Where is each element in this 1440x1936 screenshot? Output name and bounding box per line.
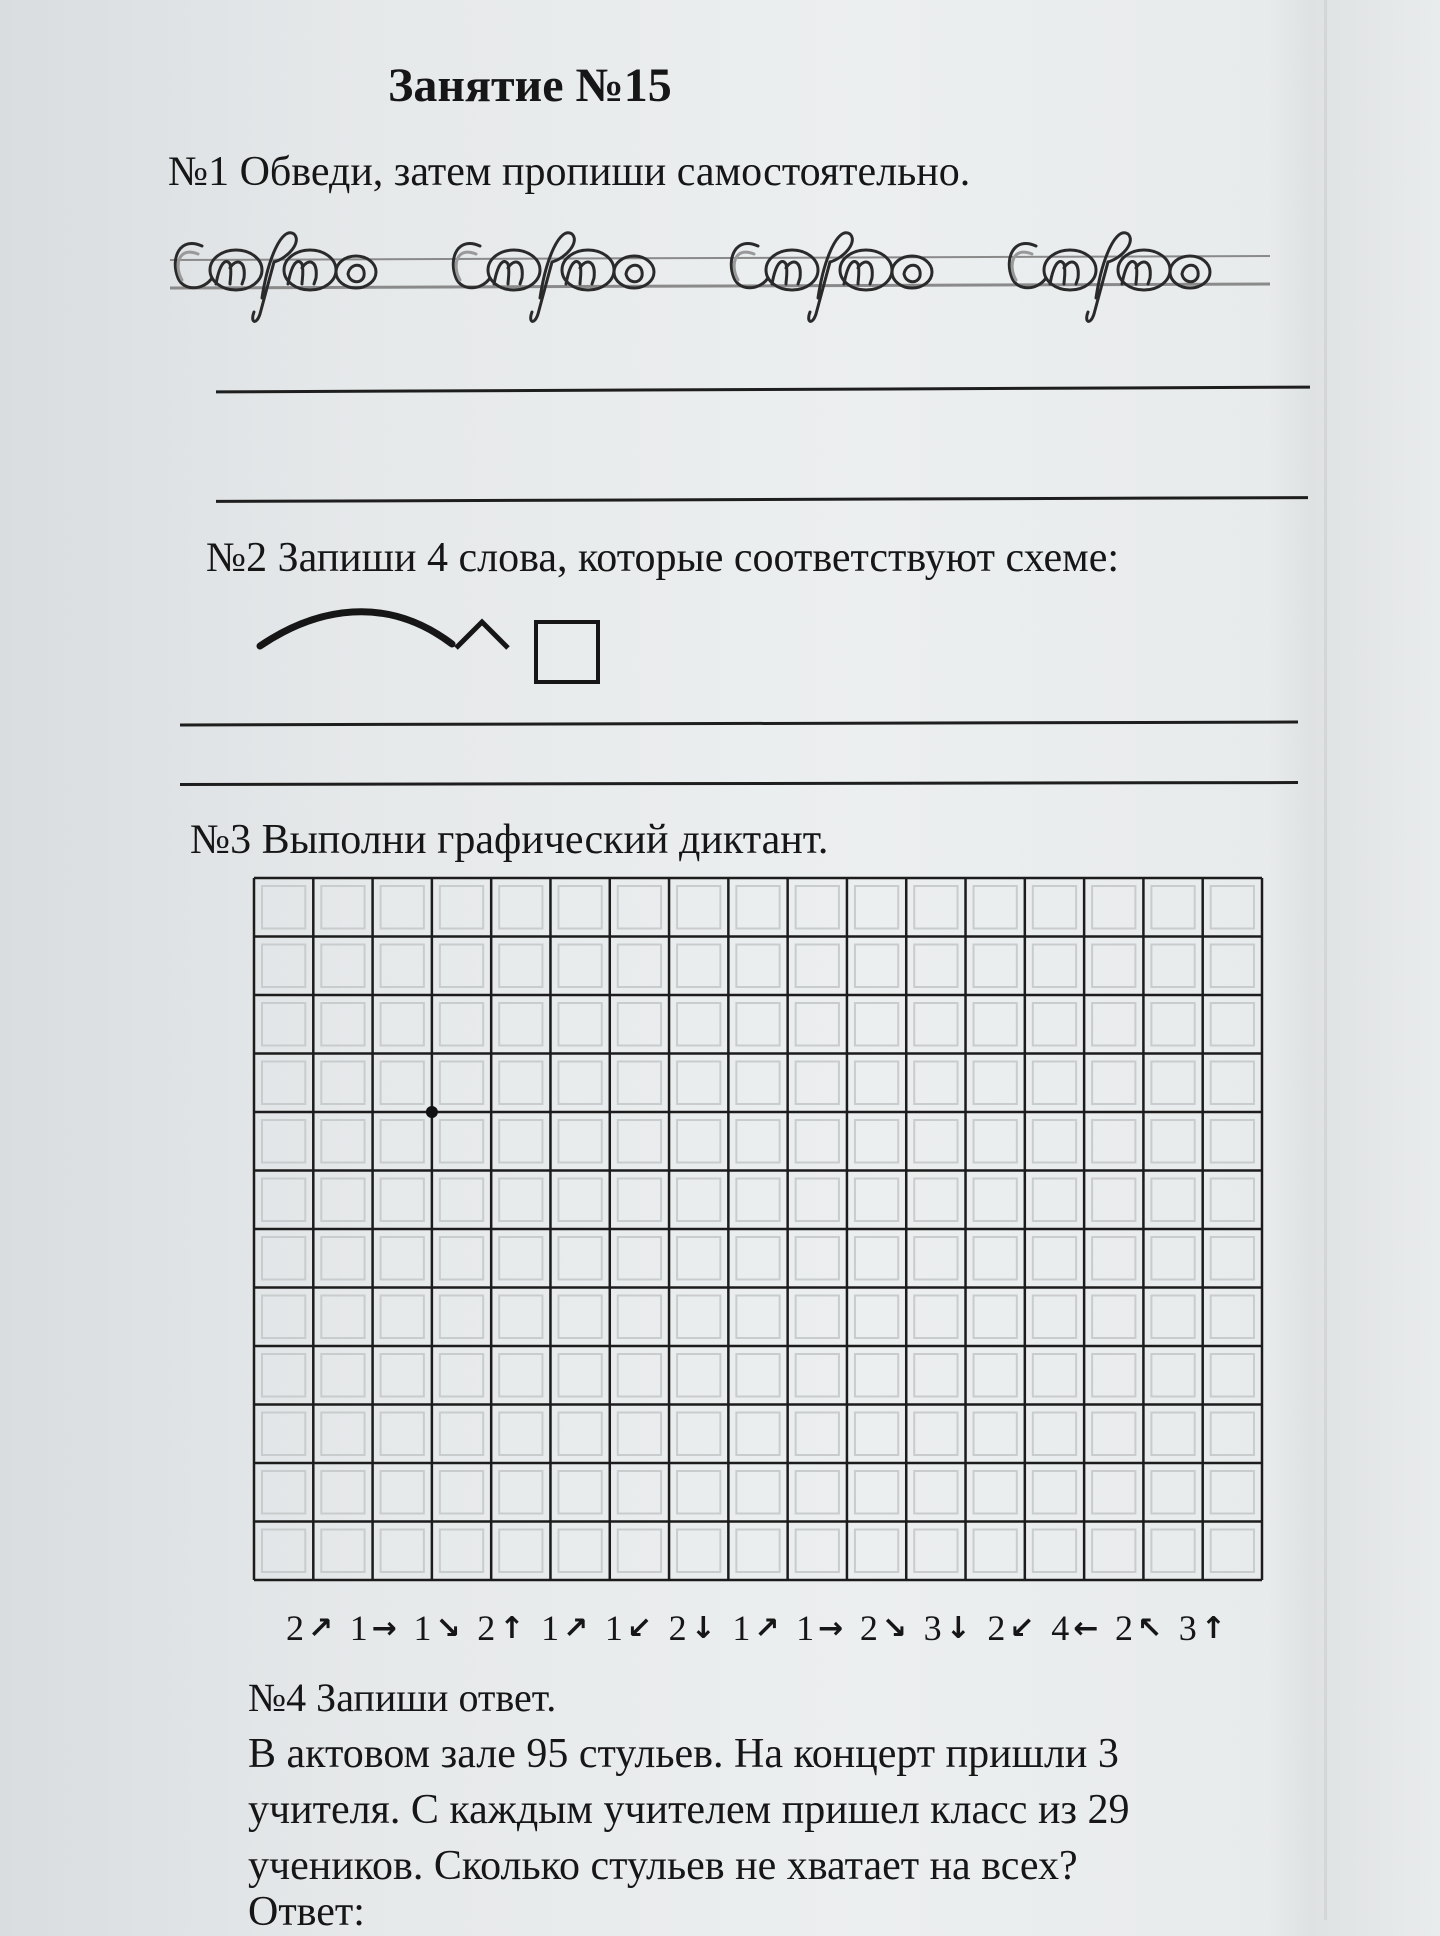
grid-cell[interactable] xyxy=(677,1354,720,1397)
grid-cell[interactable] xyxy=(677,886,720,929)
grid-cell[interactable] xyxy=(677,1237,720,1280)
grid-cell[interactable] xyxy=(736,1003,779,1046)
grid-cell[interactable] xyxy=(736,1413,779,1456)
grid-cell[interactable] xyxy=(736,886,779,929)
grid-cell[interactable] xyxy=(796,1530,839,1573)
direction-arrow-icon: ↘ xyxy=(435,1610,461,1646)
grid-cell[interactable] xyxy=(1211,1296,1254,1339)
step-count: 3 xyxy=(1178,1608,1197,1648)
dictation-step xyxy=(286,1607,333,1649)
grid-cell[interactable] xyxy=(796,945,839,988)
grid-cell[interactable] xyxy=(1033,1179,1076,1222)
grid-cell[interactable] xyxy=(1033,1413,1076,1456)
grid-cell[interactable] xyxy=(974,1296,1017,1339)
grid-cell[interactable] xyxy=(499,1471,542,1514)
grid-cell[interactable] xyxy=(499,1120,542,1163)
grid-cell[interactable] xyxy=(381,886,424,929)
grid-cell[interactable] xyxy=(677,1179,720,1222)
direction-arrow-icon: → xyxy=(371,1610,397,1646)
dictation-step xyxy=(541,1607,588,1649)
direction-arrow-icon: ↓ xyxy=(945,1610,971,1646)
direction-arrow-icon: ↓ xyxy=(690,1610,716,1646)
grid-cell[interactable] xyxy=(796,1179,839,1222)
dictation-step xyxy=(796,1607,843,1649)
grid-cell[interactable] xyxy=(736,1296,779,1339)
grid-cell[interactable] xyxy=(1092,1354,1135,1397)
grid-cell[interactable] xyxy=(558,945,601,988)
grid-cell[interactable] xyxy=(321,1179,364,1222)
grid-cell[interactable] xyxy=(321,1237,364,1280)
grid-cell[interactable] xyxy=(677,1413,720,1456)
grid-cell[interactable] xyxy=(381,1530,424,1573)
grid-cell[interactable] xyxy=(736,945,779,988)
grid-cell[interactable] xyxy=(381,1003,424,1046)
answer-line-2[interactable] xyxy=(180,781,1298,786)
step-count: 3 xyxy=(923,1608,942,1648)
step-count: 2 xyxy=(859,1608,878,1648)
grid-cell[interactable] xyxy=(855,945,898,988)
direction-arrow-icon: ↙ xyxy=(1009,1610,1035,1646)
grid-cell[interactable] xyxy=(321,1120,364,1163)
grid-cell[interactable] xyxy=(974,1179,1017,1222)
grid-cell[interactable] xyxy=(1211,1413,1254,1456)
grid-cell[interactable] xyxy=(677,1003,720,1046)
grid-cell[interactable] xyxy=(618,1413,661,1456)
grid-cell[interactable] xyxy=(796,1471,839,1514)
grid-cell[interactable] xyxy=(381,1120,424,1163)
grid-cell[interactable] xyxy=(736,1179,779,1222)
grid-cell[interactable] xyxy=(262,1471,305,1514)
grid-cell[interactable] xyxy=(1033,1237,1076,1280)
task-2-heading: №2 Запиши 4 слова, которые соответствуют схеме: xyxy=(206,535,1120,581)
grid-cell[interactable] xyxy=(440,1179,483,1222)
grid-cell[interactable] xyxy=(262,1413,305,1456)
grid-cell[interactable] xyxy=(499,1530,542,1573)
grid-cell[interactable] xyxy=(440,1354,483,1397)
step-count: 2 xyxy=(668,1608,687,1648)
grid-cell[interactable] xyxy=(558,1179,601,1222)
grid-cell[interactable] xyxy=(914,1179,957,1222)
grid-cell[interactable] xyxy=(1033,1003,1076,1046)
grid-cell[interactable] xyxy=(558,1413,601,1456)
grid-cell[interactable] xyxy=(1151,886,1194,929)
grid-cell[interactable] xyxy=(736,1354,779,1397)
grid-cell[interactable] xyxy=(381,1354,424,1397)
grid-cell[interactable] xyxy=(855,1471,898,1514)
grid-cell[interactable] xyxy=(618,1237,661,1280)
dictation-step xyxy=(350,1607,397,1649)
grid-cell[interactable] xyxy=(440,945,483,988)
grid-cell[interactable] xyxy=(1033,1120,1076,1163)
grid-cell[interactable] xyxy=(1092,886,1135,929)
writing-line-2[interactable] xyxy=(216,496,1308,503)
dictation-step xyxy=(669,1607,716,1649)
grid-cell[interactable] xyxy=(974,1120,1017,1163)
answer-label: Ответ: xyxy=(248,1889,365,1935)
grid-cell[interactable] xyxy=(1211,1354,1254,1397)
grid-cell[interactable] xyxy=(736,1471,779,1514)
grid-cell[interactable] xyxy=(1092,1003,1135,1046)
dictation-step xyxy=(860,1607,907,1649)
grid-cell[interactable] xyxy=(736,1530,779,1573)
step-count: 2 xyxy=(1114,1608,1133,1648)
dictation-step xyxy=(477,1607,524,1649)
grid-cell[interactable] xyxy=(381,1237,424,1280)
dictation-step xyxy=(732,1607,779,1649)
grid-cell[interactable] xyxy=(736,1120,779,1163)
grid-cell[interactable] xyxy=(1151,1296,1194,1339)
grid-cell[interactable] xyxy=(1151,1471,1194,1514)
grid-cell[interactable] xyxy=(796,1062,839,1105)
grid-cell[interactable] xyxy=(1092,1296,1135,1339)
dictation-step xyxy=(605,1607,652,1649)
step-count: 2 xyxy=(286,1608,304,1648)
grid-cell[interactable] xyxy=(381,1062,424,1105)
grid-cell[interactable] xyxy=(499,1354,542,1397)
grid-cell[interactable] xyxy=(558,1003,601,1046)
direction-arrow-icon: ↘ xyxy=(881,1610,908,1646)
grid-cell[interactable] xyxy=(914,1413,957,1456)
grid-cell[interactable] xyxy=(855,886,898,929)
grid-cell[interactable] xyxy=(1092,1413,1135,1456)
grid-cell[interactable] xyxy=(321,1530,364,1573)
grid-cell[interactable] xyxy=(796,1296,839,1339)
grid-cell[interactable] xyxy=(914,1354,957,1397)
grid-cell[interactable] xyxy=(558,1471,601,1514)
grid-cell[interactable] xyxy=(321,1354,364,1397)
step-count: 1 xyxy=(413,1608,432,1648)
grid-cell[interactable] xyxy=(440,1296,483,1339)
grid-cell[interactable] xyxy=(855,1179,898,1222)
step-count: 2 xyxy=(987,1608,1006,1648)
grid-cell[interactable] xyxy=(974,1062,1017,1105)
grid-cell[interactable] xyxy=(321,1471,364,1514)
grid-cell[interactable] xyxy=(796,886,839,929)
grid-cell[interactable] xyxy=(855,1120,898,1163)
grid-cell[interactable] xyxy=(677,945,720,988)
tracing-pattern xyxy=(170,218,1280,328)
direction-arrow-icon: ↑ xyxy=(1200,1610,1226,1646)
grid-cell[interactable] xyxy=(440,1471,483,1514)
grid-cell[interactable] xyxy=(381,1296,424,1339)
grid-cell[interactable] xyxy=(558,1296,601,1339)
grid-cell[interactable] xyxy=(1092,945,1135,988)
step-count: 1 xyxy=(349,1608,368,1648)
grid-cell[interactable] xyxy=(1211,945,1254,988)
grid-cell[interactable] xyxy=(796,1413,839,1456)
grid-cell[interactable] xyxy=(914,1237,957,1280)
grid-cell[interactable] xyxy=(440,1062,483,1105)
grid-cell[interactable] xyxy=(974,945,1017,988)
task-3-heading: №3 Выполни графический диктант. xyxy=(190,817,829,863)
grid-cell[interactable] xyxy=(855,1237,898,1280)
grid-cell[interactable] xyxy=(1211,1179,1254,1222)
grid-cell[interactable] xyxy=(855,1296,898,1339)
grid-cell[interactable] xyxy=(262,1530,305,1573)
grid-cell[interactable] xyxy=(499,1062,542,1105)
grid-cell[interactable] xyxy=(974,1237,1017,1280)
grid-cell[interactable] xyxy=(499,886,542,929)
grid-cell[interactable] xyxy=(499,945,542,988)
direction-arrow-icon: ↖ xyxy=(1136,1610,1163,1646)
problem-line-1: В актовом зале 95 стульев. На концерт пришли 3 xyxy=(248,1731,1119,1777)
direction-arrow-icon: ↗ xyxy=(563,1610,589,1646)
direction-arrow-icon: → xyxy=(818,1610,844,1646)
grid-cell[interactable] xyxy=(262,945,305,988)
grid-cell[interactable] xyxy=(262,1237,305,1280)
grid-cell[interactable] xyxy=(558,1120,601,1163)
grid-cell[interactable] xyxy=(321,945,364,988)
grid-cell[interactable] xyxy=(1033,1062,1076,1105)
step-count: 2 xyxy=(477,1608,496,1648)
grid-cell[interactable] xyxy=(1211,1120,1254,1163)
step-count: 1 xyxy=(732,1608,751,1648)
grid-cell[interactable] xyxy=(440,1237,483,1280)
grid-cell[interactable] xyxy=(618,945,661,988)
step-count: 1 xyxy=(541,1608,560,1648)
grid-cell[interactable] xyxy=(262,1179,305,1222)
grid-cell[interactable] xyxy=(796,1354,839,1397)
grid-cell[interactable] xyxy=(262,1062,305,1105)
grid-cell[interactable] xyxy=(974,1003,1017,1046)
dictation-step xyxy=(414,1607,461,1649)
dictation-grid[interactable] xyxy=(252,876,1264,1582)
grid-cell[interactable] xyxy=(677,1471,720,1514)
dictation-step xyxy=(1179,1607,1226,1649)
grid-cell[interactable] xyxy=(499,1179,542,1222)
grid-cell[interactable] xyxy=(1211,1062,1254,1105)
task-4-heading: №4 Запиши ответ. xyxy=(248,1675,557,1720)
grid-cell[interactable] xyxy=(1151,1530,1194,1573)
grid-cell[interactable] xyxy=(262,1296,305,1339)
grid-cell[interactable] xyxy=(974,1354,1017,1397)
problem-line-2: учителя. С каждым учителем пришел класс из 29 xyxy=(248,1787,1130,1833)
grid-cell[interactable] xyxy=(1211,1530,1254,1573)
writing-line-1[interactable] xyxy=(216,386,1310,394)
start-point-dot xyxy=(426,1106,438,1118)
grid-cell[interactable] xyxy=(618,886,661,929)
grid-cell[interactable] xyxy=(914,1062,957,1105)
grid-cell[interactable] xyxy=(618,1471,661,1514)
step-count: 1 xyxy=(796,1608,815,1648)
grid-cell[interactable] xyxy=(974,886,1017,929)
grid-cell[interactable] xyxy=(1151,1354,1194,1397)
grid-cell[interactable] xyxy=(677,1296,720,1339)
dictation-step xyxy=(987,1607,1034,1649)
grid-cell[interactable] xyxy=(1151,1003,1194,1046)
grid-cell[interactable] xyxy=(677,1530,720,1573)
grid-cell[interactable] xyxy=(796,1003,839,1046)
grid-cell[interactable] xyxy=(855,1062,898,1105)
grid-cell[interactable] xyxy=(1151,1179,1194,1222)
grid-cell[interactable] xyxy=(440,1003,483,1046)
grid-cell[interactable] xyxy=(440,1120,483,1163)
grid-cell[interactable] xyxy=(1092,1530,1135,1573)
grid-cell[interactable] xyxy=(618,1062,661,1105)
grid-cell[interactable] xyxy=(321,1003,364,1046)
grid-cell[interactable] xyxy=(677,1062,720,1105)
grid-cell[interactable] xyxy=(1033,1354,1076,1397)
grid-cell[interactable] xyxy=(855,1354,898,1397)
direction-arrow-icon: ↑ xyxy=(499,1610,525,1646)
grid-cell[interactable] xyxy=(914,1471,957,1514)
grid-cell[interactable] xyxy=(262,1003,305,1046)
dictation-step xyxy=(1051,1607,1098,1649)
task-1-heading: №1 Обведи, затем пропиши самостоятельно. xyxy=(168,149,971,195)
grid-cell[interactable] xyxy=(321,886,364,929)
grid-cell[interactable] xyxy=(618,1120,661,1163)
grid-cell[interactable] xyxy=(499,1003,542,1046)
dictation-steps xyxy=(286,1604,1226,1652)
grid-cell[interactable] xyxy=(499,1237,542,1280)
grid-cell[interactable] xyxy=(914,1120,957,1163)
grid-cell[interactable] xyxy=(1151,1237,1194,1280)
grid-cell[interactable] xyxy=(1092,1179,1135,1222)
grid-cell[interactable] xyxy=(736,1237,779,1280)
direction-arrow-icon: ↗ xyxy=(308,1610,334,1646)
grid-cell[interactable] xyxy=(262,886,305,929)
word-scheme-icon xyxy=(256,600,616,690)
grid-cell[interactable] xyxy=(618,1354,661,1397)
grid-cell[interactable] xyxy=(1151,1062,1194,1105)
grid-cell[interactable] xyxy=(262,1120,305,1163)
grid-cell[interactable] xyxy=(381,945,424,988)
step-count: 4 xyxy=(1051,1608,1070,1648)
grid-cell[interactable] xyxy=(796,1237,839,1280)
grid-cell[interactable] xyxy=(914,1530,957,1573)
answer-line-1[interactable] xyxy=(180,721,1298,727)
grid-cell[interactable] xyxy=(321,1413,364,1456)
grid-cell[interactable] xyxy=(440,1530,483,1573)
grid-cell[interactable] xyxy=(618,1179,661,1222)
grid-cell[interactable] xyxy=(1092,1120,1135,1163)
grid-cell[interactable] xyxy=(618,1296,661,1339)
problem-line-3: учеников. Сколько стульев не хватает на всех? xyxy=(248,1843,1078,1889)
grid-cell[interactable] xyxy=(618,1530,661,1573)
grid-cell[interactable] xyxy=(1211,1237,1254,1280)
grid-cell[interactable] xyxy=(381,1179,424,1222)
grid-cell[interactable] xyxy=(914,945,957,988)
dictation-step xyxy=(1115,1607,1162,1649)
grid-cell[interactable] xyxy=(677,1120,720,1163)
grid-cell[interactable] xyxy=(1033,1530,1076,1573)
grid-cell[interactable] xyxy=(558,1237,601,1280)
direction-arrow-icon: ↙ xyxy=(626,1610,652,1646)
dictation-step xyxy=(924,1607,971,1649)
grid-cell[interactable] xyxy=(1151,1120,1194,1163)
page-title: Занятие №15 xyxy=(388,59,672,112)
grid-cell[interactable] xyxy=(1033,945,1076,988)
step-count: 1 xyxy=(604,1608,623,1648)
grid-cell[interactable] xyxy=(974,1530,1017,1573)
grid-cell[interactable] xyxy=(855,1003,898,1046)
grid-cell[interactable] xyxy=(855,1530,898,1573)
grid-cell[interactable] xyxy=(262,1354,305,1397)
grid-cell[interactable] xyxy=(558,1530,601,1573)
grid-cell[interactable] xyxy=(1211,886,1254,929)
grid-cell[interactable] xyxy=(321,1296,364,1339)
grid-cell[interactable] xyxy=(796,1120,839,1163)
grid-cell[interactable] xyxy=(914,1296,957,1339)
grid-cell[interactable] xyxy=(1033,1296,1076,1339)
grid-cell[interactable] xyxy=(1211,1003,1254,1046)
grid-cell[interactable] xyxy=(1033,886,1076,929)
grid-cell[interactable] xyxy=(736,1062,779,1105)
direction-arrow-icon: ← xyxy=(1073,1610,1099,1646)
grid-cell[interactable] xyxy=(855,1413,898,1456)
grid-cell[interactable] xyxy=(558,1354,601,1397)
grid-cell[interactable] xyxy=(499,1413,542,1456)
grid-cell[interactable] xyxy=(914,1003,957,1046)
grid-cell[interactable] xyxy=(914,886,957,929)
grid-cell[interactable] xyxy=(1151,945,1194,988)
grid-cell[interactable] xyxy=(440,1413,483,1456)
grid-cell[interactable] xyxy=(1151,1413,1194,1456)
grid-cell[interactable] xyxy=(1092,1237,1135,1280)
grid-cell[interactable] xyxy=(974,1471,1017,1514)
grid-cell[interactable] xyxy=(499,1296,542,1339)
direction-arrow-icon: ↗ xyxy=(754,1610,780,1646)
grid-cell[interactable] xyxy=(1092,1471,1135,1514)
grid-cell[interactable] xyxy=(381,1413,424,1456)
grid-cell[interactable] xyxy=(1033,1471,1076,1514)
page-edge xyxy=(1324,0,1327,1920)
grid-cell[interactable] xyxy=(974,1413,1017,1456)
grid-cell[interactable] xyxy=(381,1471,424,1514)
grid-cell[interactable] xyxy=(1211,1471,1254,1514)
grid-cell[interactable] xyxy=(321,1062,364,1105)
grid-cell[interactable] xyxy=(558,886,601,929)
grid-cell[interactable] xyxy=(618,1003,661,1046)
grid-cell[interactable] xyxy=(558,1062,601,1105)
grid-cell[interactable] xyxy=(440,886,483,929)
grid-cell[interactable] xyxy=(1092,1062,1135,1105)
